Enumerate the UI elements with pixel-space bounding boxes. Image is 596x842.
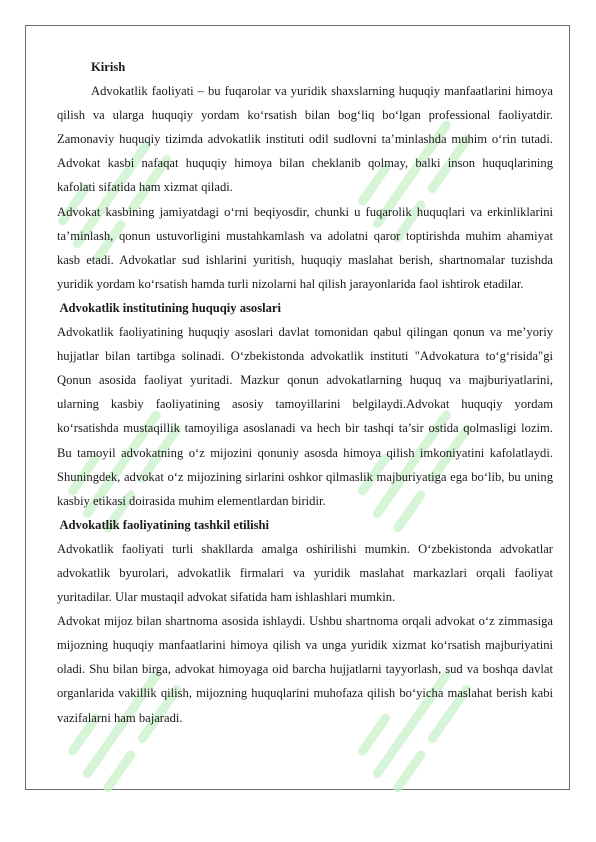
document-body: [57, 55, 553, 730]
section-heading: Advokatlik faoliyatining tashkil etilishi: [57, 517, 270, 532]
paragraph: Advokatlik faoliyati turli shakllarda amalga oshirilishi mumkin. O‘zbekistonda advokatlar advokatlik byurolari, advokatlik firmalari va yuridik maslahat markazlari orqali faoliyat yuritadilar. Ular mustaqil advokat sifatida ham ishlashlari mumkin.: [57, 541, 553, 605]
section-title: Kirish: [91, 60, 126, 74]
paragraph: Advokat kasbining jamiyatdagi o‘rni beqiyosdir, chunki u fuqarolik huquqlari va erkinliklarini ta’minlash, qonun ustuvorligini mustahkamlash va adolatni qaror toptirishda muhim ahamiyat kasb etadi. Advokatlar sud ishlarini yuritish, huquqiy maslahat berish, shartnomalar tuzishda yuridik yordam ko‘rsatish hamda turli nizolarni hal qilish jarayonlarida faol ishtirok etadilar.: [57, 204, 553, 291]
paragraph: Advokatlik faoliyatining huquqiy asoslari davlat tomonidan qabul qilingan qonun va me’yoriy hujjatlar bilan tartibga solinadi. O‘zbekistonda advokatlik instituti "Advokatura to‘g‘risida"gi Qonun asosida faoliyat yuritadi. Mazkur qonun advokatlarning huquq va majburiyatlarini, ularning kasbiy faoliyatining asosiy tamoyillarini belgilaydi.Advokat huquqiy yordam ko‘rsatishda mustaqillik tamoyiliga asoslanadi va hech bir tashqi ta’sir ostida qolmasligi lozim. Bu tamoyil advokatning o‘z mijozini qonuniy asosda himoya qilish imkoniyatini kafolatlaydi. Shuningdek, advokat o‘z mijozining sirlarini oshkor qilmaslik majburiyatiga ega bo‘lib, bu uning kasbiy etikasi doirasida muhim elementlardan biridir.: [57, 325, 553, 508]
section-heading: Advokatlik institutining huquqiy asoslari: [57, 300, 281, 315]
paragraph: Advokat mijoz bilan shartnoma asosida ishlaydi. Ushbu shartnoma orqali advokat o‘z zimmasiga mijozning huquqiy manfaatlarini himoya qilish va unga yuridik xizmat ko‘rsatish majburiyatini oladi. Shu bilan birga, advokat himoyaga oid barcha hujjatlarni tayyorlash, sud va boshqa davlat organlarida vakillik qilish, mijozning huquqlarini muhofaza qilish bo‘yicha maslahat berish kabi vazifalarni ham bajaradi.: [57, 614, 553, 725]
paragraph: Advokatlik faoliyati – bu fuqarolar va yuridik shaxslarning huquqiy manfaatlarini himoya qilish va ularga huquqiy yordam ko‘rsatish bilan bog‘liq bo‘lgan professional faoliyatdir. Zamonaviy huquqiy tizimda advokatlik instituti odil sudlovni ta’minlashda muhim o‘rin tutadi. Advokat kasbi nafaqat huquqiy himoya bilan cheklanib qolmay, balki inson huquqlarining kafolati sifatida ham xizmat qiladi.: [57, 84, 553, 195]
